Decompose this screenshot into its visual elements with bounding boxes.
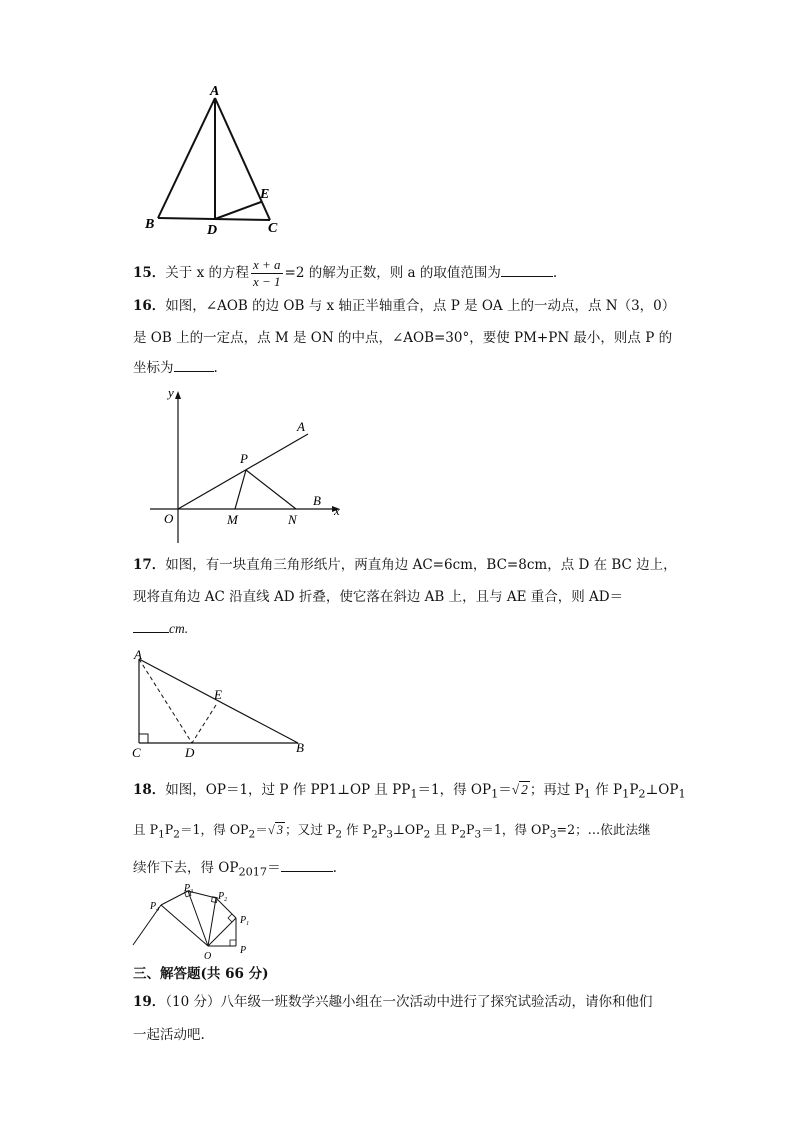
label-P1: $P_1$ xyxy=(240,915,250,927)
q18-l2-sub8: 2 xyxy=(459,828,467,841)
q18-l1-sub1: 1 xyxy=(410,787,418,801)
q18-l1-sub2: 1 xyxy=(491,787,499,801)
question-17-line2 xyxy=(133,587,673,607)
question-16-line3 xyxy=(133,358,673,378)
label-B: B xyxy=(296,740,304,755)
q18-l2d: ＝ xyxy=(255,822,268,837)
label-P: P xyxy=(240,945,247,956)
q18-l1-sub5: 2 xyxy=(638,787,646,801)
spiral-figure xyxy=(128,883,258,963)
q18-answer-blank[interactable] xyxy=(281,859,333,872)
question-19-line2 xyxy=(133,1025,673,1045)
q18-l3a: 续作下去，得 OP xyxy=(133,860,239,876)
question-18-line1 xyxy=(133,780,686,805)
label-A: A xyxy=(210,84,220,99)
q16-answer-blank[interactable] xyxy=(174,359,214,372)
q16-line3: 坐标为 xyxy=(133,360,174,376)
q18-l2-sub6: 3 xyxy=(386,828,393,841)
right-triangle-figure xyxy=(128,645,323,760)
label-A: A xyxy=(134,647,142,662)
label-P2: $P_2$ xyxy=(218,891,228,903)
q18-l1-sub4: 1 xyxy=(622,787,630,801)
question-17-line1 xyxy=(133,555,677,575)
label-N: N xyxy=(288,512,297,527)
q18-l2j: P xyxy=(466,822,475,837)
q18-l2-sub1: 1 xyxy=(158,828,165,841)
q18-l2-sub9: 3 xyxy=(474,828,482,841)
q18-l2-sub4: 2 xyxy=(335,828,342,841)
label-x: x xyxy=(334,503,340,518)
q18-l2-sub10: 3 xyxy=(549,828,557,841)
q19-line2: 一起活动吧. xyxy=(133,1027,205,1043)
section-3-title: 三、解答题(共 66 分) xyxy=(133,966,269,982)
q17-line1: 如图，有一块直角三角形纸片，两直角边 AC=6cm，BC=8cm，点 D 在 BC 边上， xyxy=(165,557,677,573)
q18-l1a: 如图，OP＝1，过 P 作 PP1⊥OP 且 PP xyxy=(165,782,411,798)
q19-number: 19． xyxy=(133,994,166,1010)
label-C: C xyxy=(268,221,278,236)
q18-l2b: P xyxy=(164,822,174,837)
q18-l1d: ；再过 P xyxy=(529,782,584,798)
q15-end: . xyxy=(552,265,558,281)
q18-l1f: P xyxy=(629,782,639,798)
question-18-line2 xyxy=(133,820,673,845)
label-D: D xyxy=(207,223,218,238)
question-16-line1 xyxy=(133,296,676,316)
q18-l3b: ＝ xyxy=(267,860,281,876)
q18-sqrt2-rad: 2 xyxy=(521,782,528,797)
q15-number: 15． xyxy=(133,265,166,281)
q19-line1: （10 分）八年级一班数学兴趣小组在一次活动中进行了探究试验活动，请你和他们 xyxy=(165,994,653,1010)
q15-text-after: =2 的解为正数，则 a 的取值范围为 xyxy=(284,265,501,281)
label-P: P xyxy=(240,451,248,466)
q18-l1b: ＝1，得 OP xyxy=(417,782,492,798)
label-E: E xyxy=(214,687,222,702)
q16-end: . xyxy=(213,360,218,376)
q18-l1c: ＝ xyxy=(498,782,512,798)
q18-l1-sub6: 1 xyxy=(678,787,686,801)
label-O: O xyxy=(204,951,212,962)
q18-l2g: P xyxy=(377,822,387,837)
label-D: D xyxy=(185,745,195,760)
label-A: A xyxy=(297,419,305,434)
question-16-line2 xyxy=(133,328,673,348)
q18-l2l: =2；…依此法继 xyxy=(556,822,651,837)
q18-l2k: ＝1，得 OP xyxy=(481,822,550,837)
question-19-line1 xyxy=(133,992,673,1012)
q18-l2-sub3: 2 xyxy=(248,828,256,841)
q18-l2-sub7: 2 xyxy=(423,828,431,841)
q18-l1e: 作 P xyxy=(590,782,623,798)
q18-l2-sub5: 2 xyxy=(371,828,378,841)
q16-line2: 是 OB 上的一定点，点 M 是 ON 的中点，∠AOB=30°，要使 PM+PN 最小，则点 P 的 xyxy=(133,330,673,346)
q18-l3-sub: 2017 xyxy=(238,865,268,879)
q18-sqrt3-rad: 3 xyxy=(276,823,284,837)
q16-line1: 如图，∠AOB 的边 OB 与 x 轴正半轴重合，点 P 是 OA 上的一动点，点 N（3，0） xyxy=(165,298,676,314)
axes-figure xyxy=(150,383,360,548)
triangle-figure xyxy=(140,80,290,240)
q18-l2-sub2: 2 xyxy=(173,828,180,841)
label-B: B xyxy=(145,217,155,232)
q18-l2h: ⊥OP xyxy=(392,822,424,837)
q17-line2: 现将直角边 AC 沿直线 AD 折叠，使它落在斜边 AB 上，且与 AE 重合，则 AD＝ xyxy=(133,589,624,605)
question-15 xyxy=(133,257,673,290)
label-y: y xyxy=(168,385,174,400)
label-P3: $P_3$ xyxy=(184,883,194,895)
q18-l2e: ；又过 P xyxy=(285,822,336,837)
label-O: O xyxy=(164,511,174,526)
q18-l2f: 作 P xyxy=(342,822,372,837)
q15-fraction xyxy=(251,257,283,290)
q16-number: 16． xyxy=(133,298,166,314)
label-P4: $P_4$ xyxy=(150,901,160,913)
q17-answer-blank[interactable] xyxy=(133,620,169,633)
label-M: M xyxy=(227,512,238,527)
question-17-line3 xyxy=(133,619,673,639)
label-C: C xyxy=(132,745,141,760)
q18-l1g: ⊥OP xyxy=(645,782,679,798)
q18-l2c: ＝1，得 OP xyxy=(179,822,249,837)
q15-answer-blank[interactable] xyxy=(501,264,553,277)
q17-number: 17． xyxy=(133,557,166,573)
q18-sqrt3: √ 3 xyxy=(267,823,284,837)
q17-unit: cm. xyxy=(169,621,189,636)
q18-l2a: 且 P xyxy=(133,822,159,837)
q18-l2i: 且 P xyxy=(430,822,460,837)
q18-l1-sub3: 1 xyxy=(583,787,591,801)
q15-text-before: 关于 x 的方程 xyxy=(165,265,249,281)
q18-sqrt2: √ 2 xyxy=(511,782,528,797)
q15-fraction-num: x + a xyxy=(253,257,281,272)
label-B: B xyxy=(313,493,321,508)
q15-fraction-den: x − 1 xyxy=(253,274,281,289)
label-E: E xyxy=(260,187,270,202)
question-18-line3 xyxy=(133,858,673,883)
q18-number: 18． xyxy=(133,782,166,798)
q18-end: . xyxy=(332,860,337,876)
section-3-heading xyxy=(133,964,673,984)
